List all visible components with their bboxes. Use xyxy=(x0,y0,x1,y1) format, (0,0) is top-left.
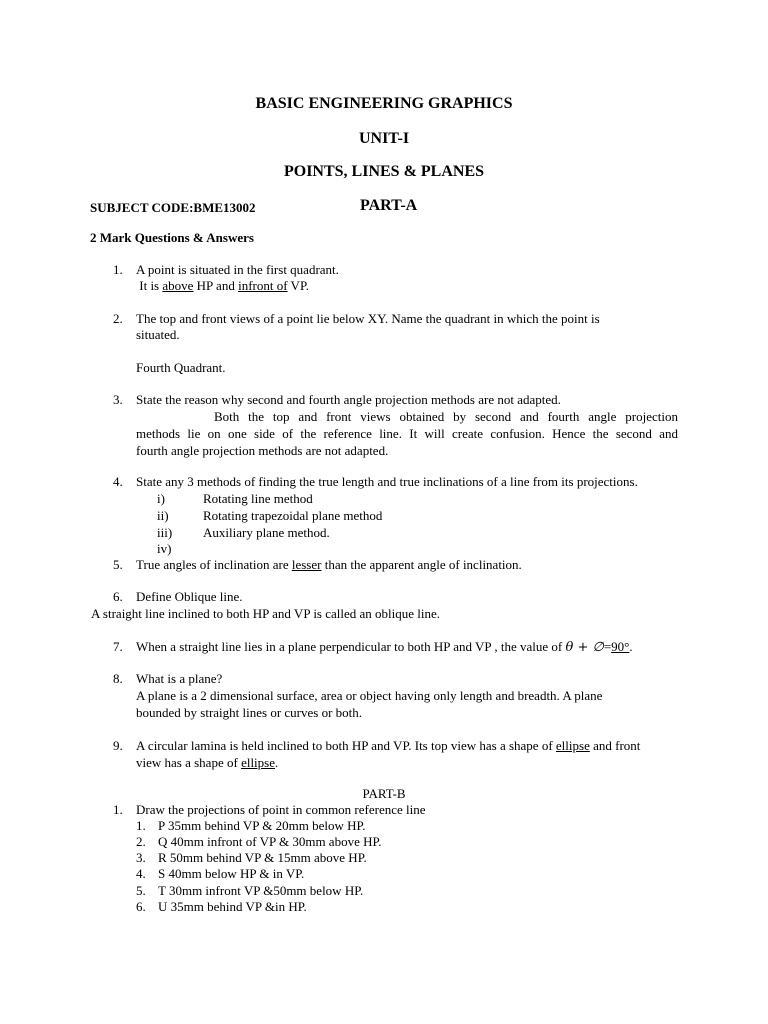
q7-number: 7. xyxy=(113,639,123,654)
q6-number: 6. xyxy=(113,589,123,604)
q4-method-num: iii) xyxy=(157,525,173,540)
q3-question: State the reason why second and fourth angle projection methods are not adapted. xyxy=(136,392,561,407)
q1-answer-above: above xyxy=(162,278,194,293)
q7-post: . xyxy=(629,639,633,654)
topic-heading: POINTS, LINES & PLANES xyxy=(283,163,485,180)
q8-question: What is a plane? xyxy=(136,671,223,686)
q4-number: 4. xyxy=(113,474,123,489)
part-b-item-text: P 35mm behind VP & 20mm below HP. xyxy=(158,818,366,833)
q4-method-num: ii) xyxy=(157,508,169,523)
q2-question-line1: The top and front views of a point lie below XY. Name the quadrant in which the point is xyxy=(136,311,600,326)
unit-heading: UNIT-I xyxy=(358,130,410,147)
q7-value: 90° xyxy=(611,639,630,654)
q1-question: A point is situated in the first quadrant. xyxy=(136,262,339,277)
q7-pre: When a straight line lies in a plane perpendicular to both HP and VP , the value of xyxy=(136,639,566,654)
q3-answer-line1: Both the top and front views obtained by second and fourth angle projection xyxy=(214,409,678,424)
part-b-item-text: T 30mm infront VP &50mm below HP. xyxy=(158,883,364,898)
q5-post: than the apparent angle of inclination. xyxy=(321,557,522,572)
q3-answer-line2: methods lie on one side of the reference line. It will create confusion. Hence the second and xyxy=(136,426,678,441)
part-b-heading: PART-B xyxy=(362,786,406,801)
q9-pre: A circular lamina is held inclined to both HP and VP. Its top view has a shape of xyxy=(136,738,556,753)
q6-answer: A straight line inclined to both HP and VP is called an oblique line. xyxy=(91,606,441,621)
part-b-q1-number: 1. xyxy=(113,802,123,817)
q9-ellipse-2: ellipse xyxy=(241,755,275,770)
q7-text xyxy=(136,639,633,656)
part-b-item-text: R 50mm behind VP & 15mm above HP. xyxy=(158,850,367,865)
q4-method-num: iv) xyxy=(157,541,172,556)
q4-method-num: i) xyxy=(157,491,165,506)
subject-code: SUBJECT CODE:BME13002 xyxy=(90,200,256,215)
part-b-item-text: U 35mm behind VP &in HP. xyxy=(158,899,307,914)
q2-number: 2. xyxy=(113,311,123,326)
q4-method-text: Rotating line method xyxy=(203,491,313,506)
q8-answer-line2: bounded by straight lines or curves or both. xyxy=(136,705,363,720)
part-a-heading: PART-A xyxy=(360,197,418,214)
q6-question: Define Oblique line. xyxy=(136,589,243,604)
q1-answer-pre: It is xyxy=(139,278,163,293)
q3-number: 3. xyxy=(113,392,123,407)
q5-pre: True angles of inclination are xyxy=(136,557,292,572)
q1-answer xyxy=(136,278,309,294)
part-b-item-num: 5. xyxy=(136,883,146,898)
q4-method-text: Rotating trapezoidal plane method xyxy=(203,508,383,523)
q9-ellipse-1: ellipse xyxy=(555,738,590,753)
q9-l2-pre: view has a shape of xyxy=(136,755,242,770)
q1-answer-infront: infront of xyxy=(238,278,288,293)
q1-answer-post: VP. xyxy=(287,278,309,293)
part-b-item-num: 6. xyxy=(136,899,146,914)
q4-question: State any 3 methods of finding the true length and true inclinations of a line from its projections. xyxy=(136,474,638,489)
q7-eq: = xyxy=(603,639,612,654)
document-title: BASIC ENGINEERING GRAPHICS xyxy=(255,95,513,112)
q5-number: 5. xyxy=(113,557,123,572)
section-heading: 2 Mark Questions & Answers xyxy=(90,230,254,245)
part-b-item-num: 1. xyxy=(136,818,146,833)
part-b-q1-text: Draw the projections of point in common reference line xyxy=(136,802,426,817)
q2-question-line2: situated. xyxy=(136,327,180,342)
q2-answer: Fourth Quadrant. xyxy=(136,360,226,375)
part-b-item-text: S 40mm below HP & in VP. xyxy=(158,866,305,881)
q9-line2 xyxy=(136,755,278,771)
q8-number: 8. xyxy=(113,671,123,686)
part-b-item-num: 3. xyxy=(136,850,146,865)
q4-method-text: Auxiliary plane method. xyxy=(203,525,330,540)
part-b-item-text: Q 40mm infront of VP & 30mm above HP. xyxy=(158,834,382,849)
q9-number: 9. xyxy=(113,738,123,753)
q8-answer-line1: A plane is a 2 dimensional surface, area or object having only length and breadth. A plane xyxy=(136,688,603,703)
q9-l2-post: . xyxy=(275,755,279,770)
q9-line1 xyxy=(136,738,640,754)
q3-answer-line3: fourth angle projection methods are not adapted. xyxy=(136,443,389,458)
q1-answer-mid: HP and xyxy=(193,278,239,293)
part-b-item-num: 4. xyxy=(136,866,146,881)
q7-formula: θ + ∅ xyxy=(565,640,604,655)
q5-text xyxy=(136,557,522,573)
q1-number: 1. xyxy=(113,262,123,277)
q5-lesser: lesser xyxy=(291,557,322,572)
part-b-item-num: 2. xyxy=(136,834,146,849)
q9-mid: and front xyxy=(589,738,641,753)
